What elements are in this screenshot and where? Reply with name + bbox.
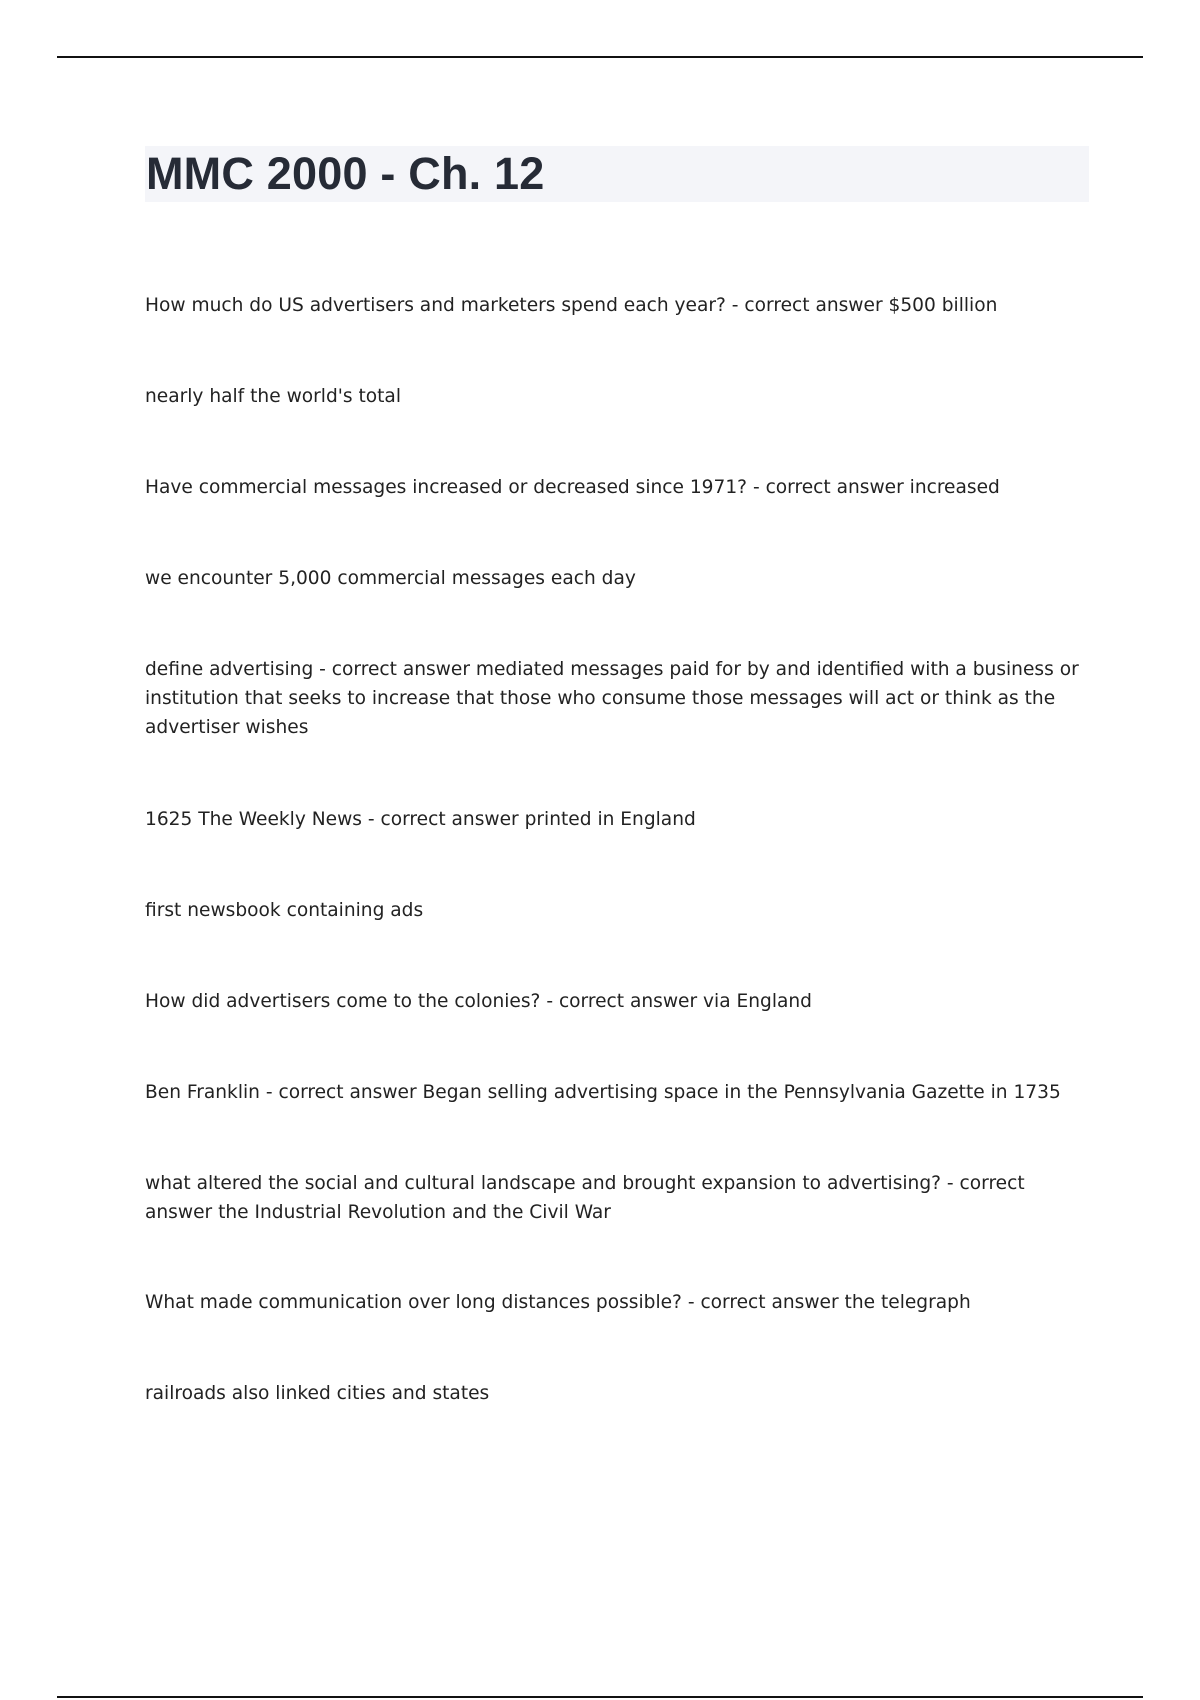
top-rule (57, 56, 1143, 58)
page-title: MMC 2000 - Ch. 12 (146, 148, 545, 199)
entry-ben-franklin: Ben Franklin - correct answer Began selling advertising space in the Pennsylvania Gazette in 1735 (145, 1082, 1061, 1103)
entry-define-advertising: define advertising - correct answer mediated messages paid for by and identified with a business or institution that seeks to increase that those who consume those messages will act or think as the advertiser wishes (145, 659, 1079, 738)
entry-messages-increase: Have commercial messages increased or decreased since 1971? - correct answer increased (145, 477, 1000, 498)
entry-ad-spending: How much do US advertisers and marketers spend each year? - correct answer $500 billion (145, 295, 998, 316)
entry-daily-messages: we encounter 5,000 commercial messages each day (145, 568, 636, 589)
bottom-rule (57, 1696, 1143, 1698)
entry-weekly-news: 1625 The Weekly News - correct answer printed in England (145, 809, 696, 830)
entry-railroads: railroads also linked cities and states (145, 1383, 490, 1404)
entry-industrial-revolution: what altered the social and cultural landscape and brought expansion to advertising? - correct answer the Industrial Revolution and the Civil War (145, 1173, 1025, 1223)
entry-world-total: nearly half the world's total (145, 386, 401, 407)
entry-colonies: How did advertisers come to the colonies? - correct answer via England (145, 991, 812, 1012)
entry-first-newsbook: first newsbook containing ads (145, 900, 424, 921)
entry-telegraph: What made communication over long distances possible? - correct answer the telegraph (145, 1292, 971, 1313)
